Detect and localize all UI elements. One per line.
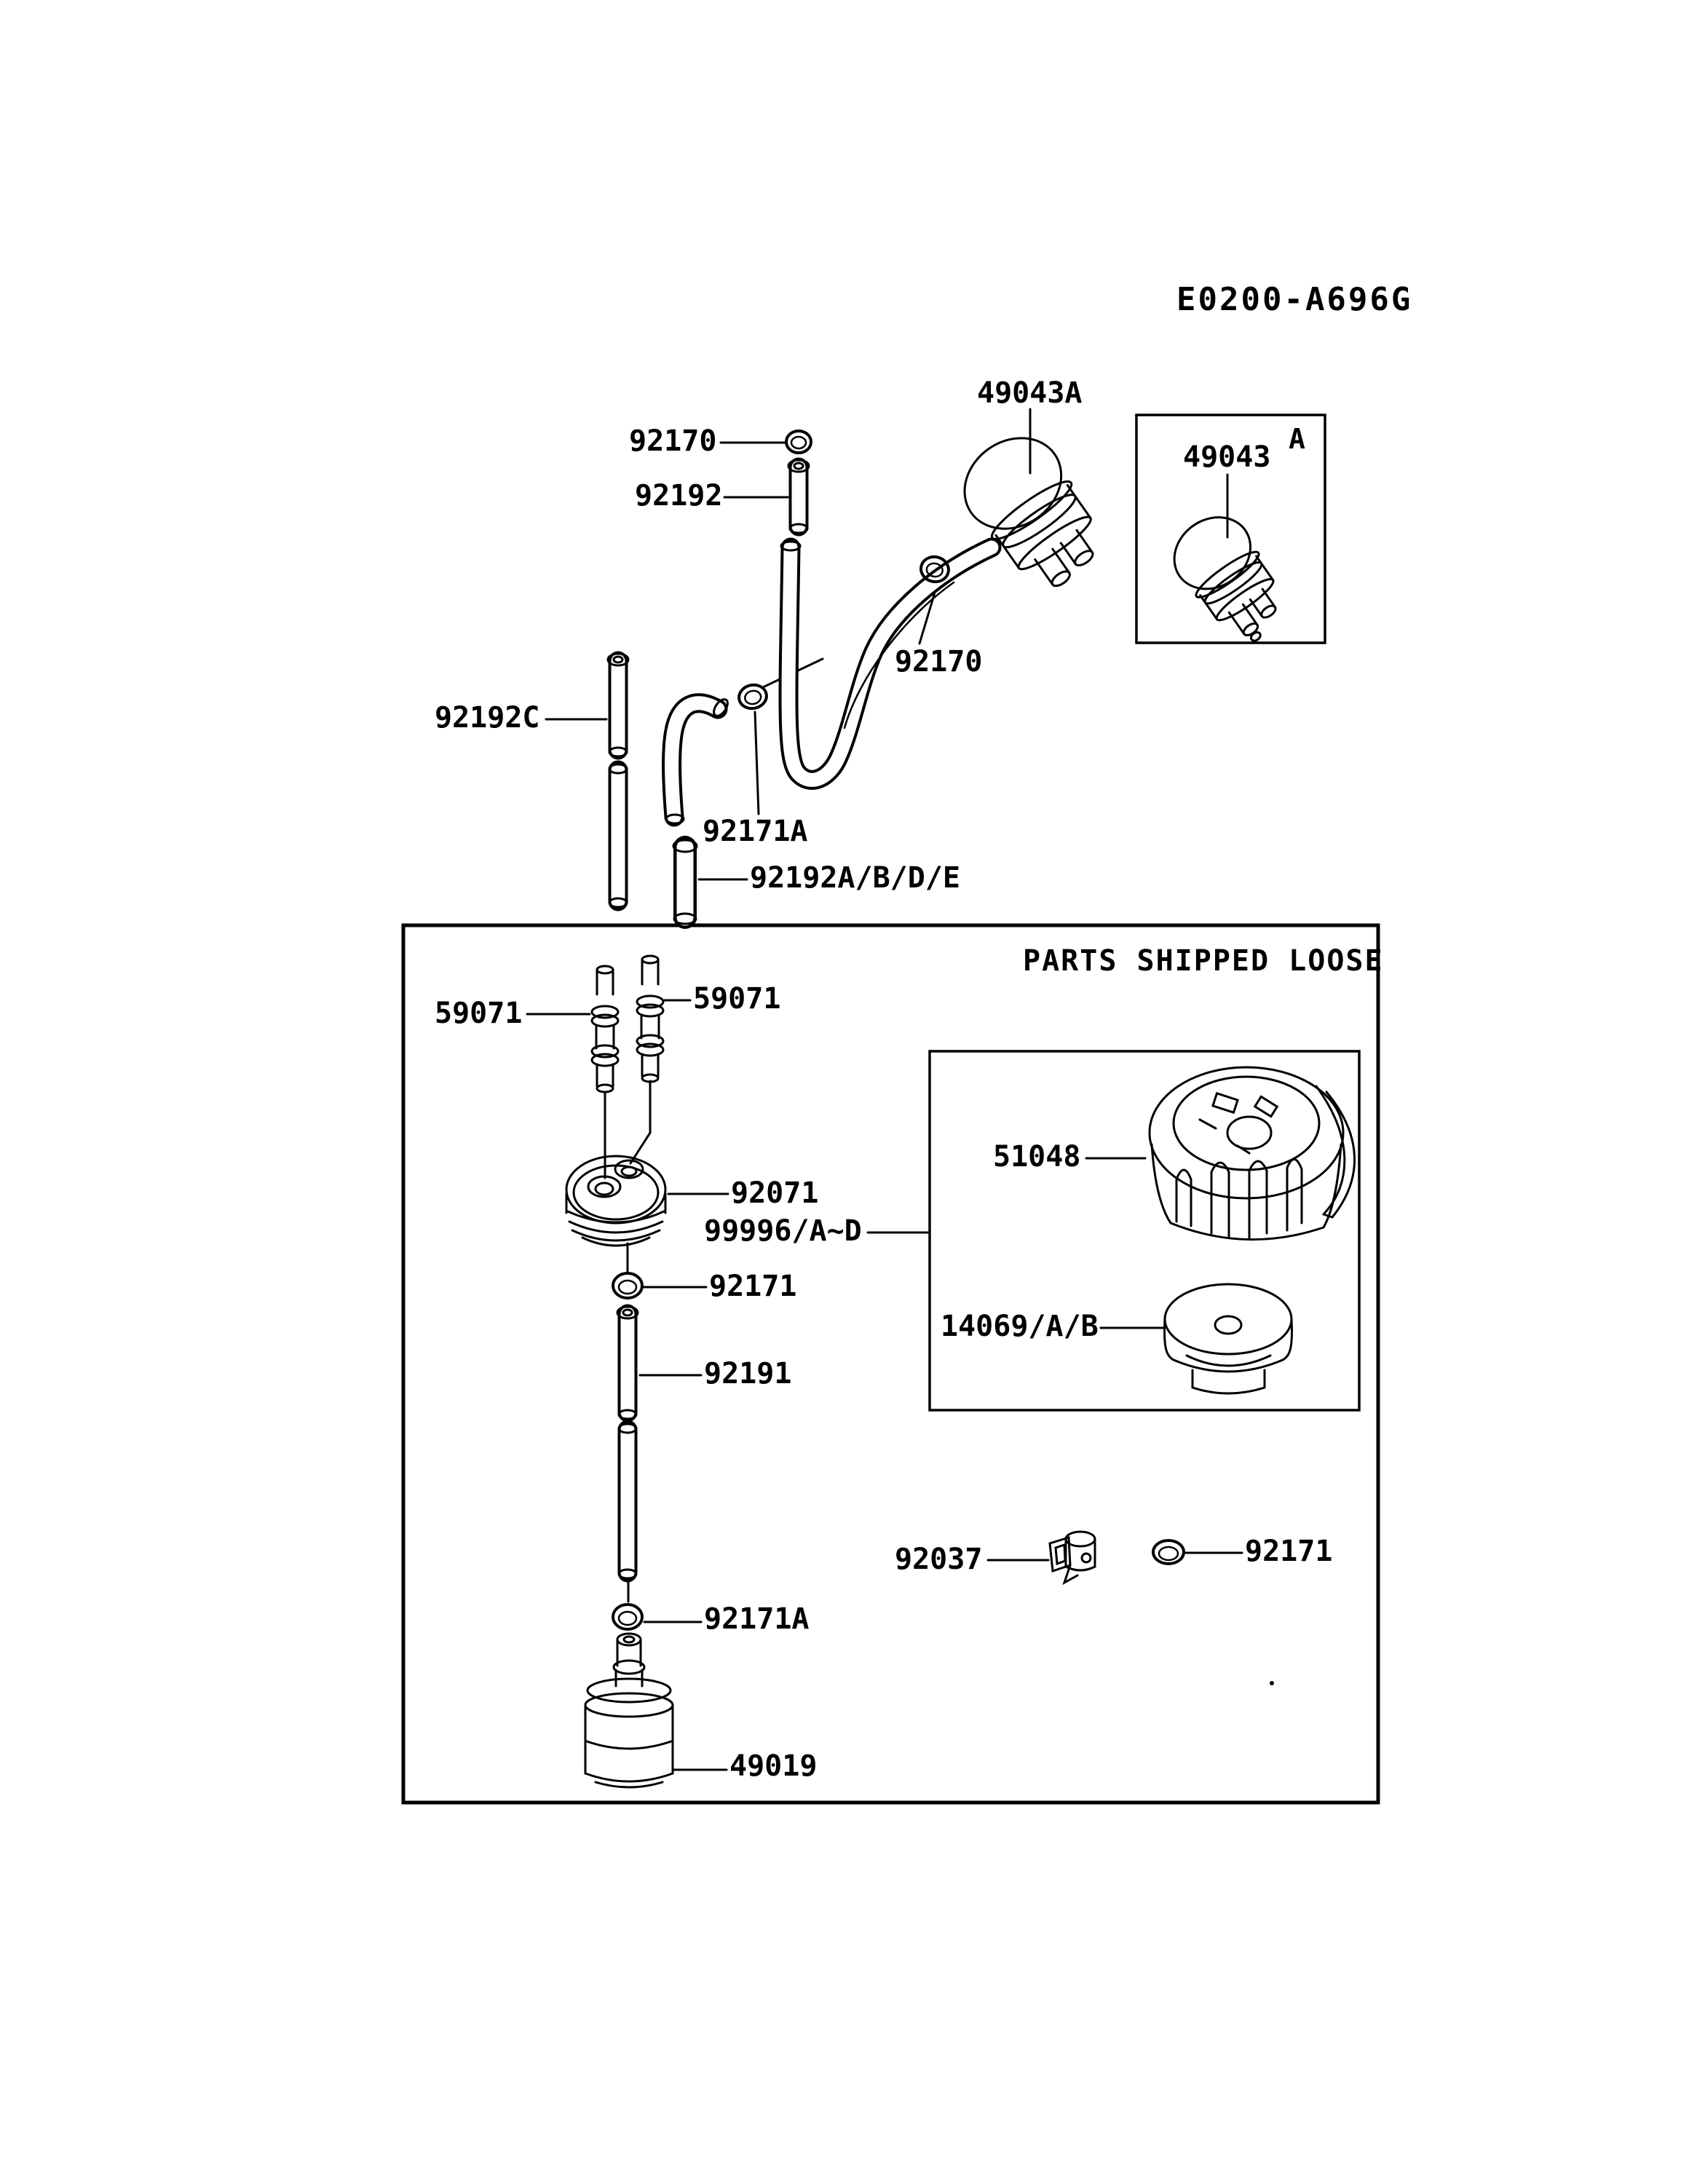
fuel-tube-short-92192abde [673, 840, 697, 924]
part-label-92171a-upper: 92171A [703, 815, 808, 848]
inner-caps-box [930, 1051, 1359, 1410]
primer-bulb-49043-detail [1160, 503, 1301, 656]
part-label-59071-right: 59071 [693, 982, 781, 1016]
part-label-92071: 92071 [731, 1176, 819, 1210]
part-label-59071-left: 59071 [435, 997, 523, 1030]
fuel-tube-92192 [788, 460, 809, 533]
detail-a-marker: A [1289, 423, 1305, 455]
fuel-tank-cap-51048 [1150, 1067, 1355, 1240]
fuel-tube-92192c [608, 654, 628, 907]
part-label-92191: 92191 [704, 1357, 792, 1390]
part-label-92192abde: 92192A/B/D/E [750, 861, 960, 895]
part-label-92037: 92037 [895, 1543, 983, 1576]
o-ring-92171-right [1153, 1540, 1184, 1564]
fuel-filter-49019 [585, 1634, 673, 1787]
part-label-92171-in-box: 92171 [709, 1270, 797, 1303]
drawing-number-title: E0200-A696G [1176, 281, 1413, 318]
part-label-92170-lower: 92170 [895, 645, 983, 678]
fuel-hose-bent [666, 697, 730, 823]
parts-shipped-loose-heading: PARTS SHIPPED LOOSE [1023, 944, 1384, 978]
part-label-51048: 51048 [993, 1140, 1081, 1174]
part-label-14069ab: 14069/A/B [941, 1310, 1099, 1343]
tank-fitting-92071 [566, 1156, 665, 1246]
part-label-92171-right: 92171 [1245, 1535, 1333, 1568]
connector-59071-left [592, 966, 618, 1092]
part-label-92170-top: 92170 [629, 424, 717, 458]
parts-shipped-loose-box [403, 925, 1378, 1803]
part-label-92192c: 92192C [435, 701, 540, 735]
part-label-49043: 49043 [1183, 440, 1271, 474]
connector-59071-right [637, 956, 663, 1082]
o-ring-92170-top [786, 431, 811, 453]
part-label-99996ad: 99996/A~D [704, 1214, 862, 1248]
part-label-49043a: 49043A [977, 376, 1083, 410]
o-ring-92171a-lower [613, 1605, 642, 1629]
stray-dot [1270, 1681, 1274, 1685]
cap-14069 [1165, 1284, 1292, 1393]
clamp-92037 [1050, 1532, 1095, 1583]
part-label-92171a-lower: 92171A [704, 1602, 810, 1636]
part-label-92192: 92192 [635, 479, 723, 513]
fuel-tube-92191 [617, 1307, 638, 1578]
o-ring-92171-in-box [613, 1273, 642, 1298]
part-label-49019: 49019 [729, 1749, 818, 1783]
primer-bulb-49043a [947, 419, 1118, 603]
